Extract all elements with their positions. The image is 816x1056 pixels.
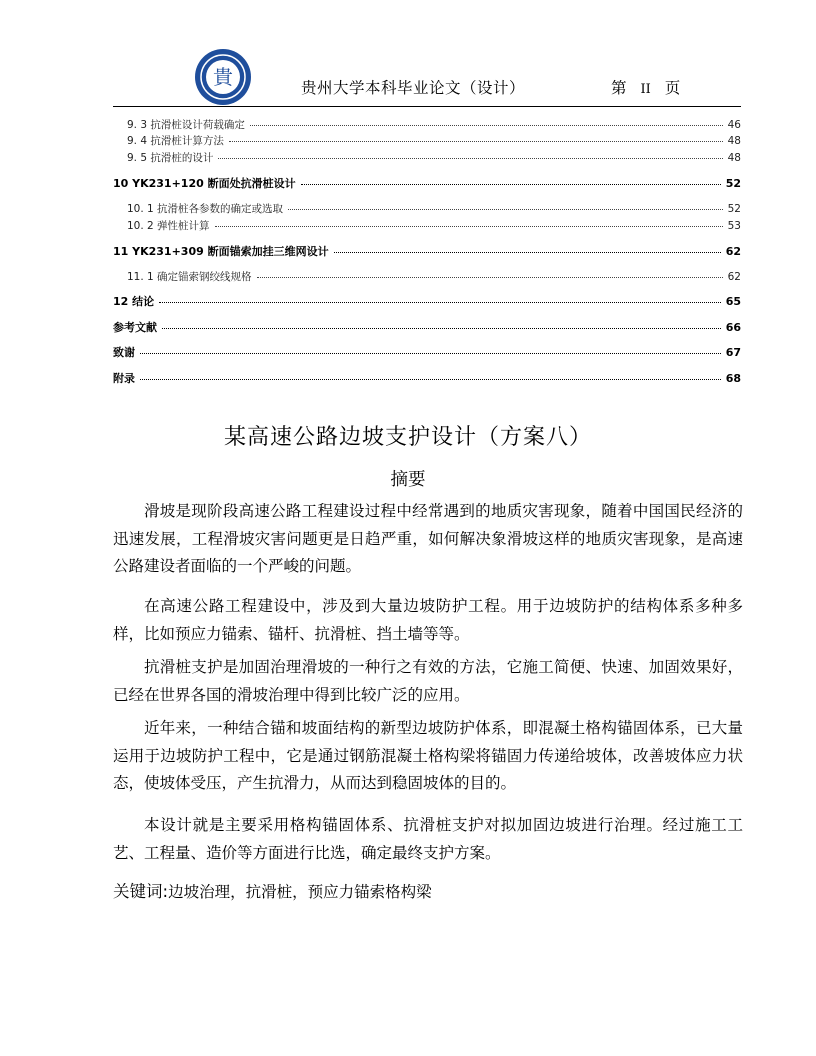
toc-entry[interactable] [113,243,741,259]
toc-leader-dots [250,125,723,126]
toc-entry-page: 48 [727,152,741,164]
university-logo [194,48,252,106]
toc-leader-dots [218,158,722,159]
abstract-paragraph: 在高速公路工程建设中，涉及到大量边坡防护工程。用于边坡防护的结构体系多种多样，比如预应力锚索、锚杆、抗滑桩、挡土墙等等。 [113,597,743,643]
toc-entry-page: 62 [727,271,741,283]
toc-leader-dots [215,226,723,227]
toc-entry[interactable] [127,133,741,148]
toc-leader-dots [301,184,721,185]
toc-leader-dots [140,353,721,354]
header-divider [113,106,741,107]
toc-leader-dots [229,141,723,142]
toc-entry-label: 11 YK231+309 断面锚索加挂三维网设计 [113,245,329,258]
toc-entry-page: 46 [727,119,741,131]
toc-leader-dots [288,209,723,210]
toc-entry[interactable] [127,201,741,216]
toc-leader-dots [334,252,721,253]
toc-entry-page: 67 [725,346,741,359]
toc-entry-page: 66 [725,321,741,334]
toc-entry[interactable] [113,319,741,335]
toc-entry[interactable] [113,344,741,360]
toc-entry-label: 9. 4 抗滑桩计算方法 [127,135,224,147]
abstract-paragraph: 本设计就是主要采用格构锚固体系、抗滑桩支护对拟加固边坡进行治理。经过施工工艺、工程量、造价等方面进行比选，确定最终支护方案。 [113,816,743,862]
abstract-paragraph: 抗滑桩支护是加固治理滑坡的一种行之有效的方法，它施工简便、快速、加固效果好，已经在世界各国的滑坡治理中得到比较广泛的应用。 [113,658,743,704]
document-title: 某高速公路边坡支护设计（方案八） [223,425,592,450]
abstract-heading: 摘要 [390,470,426,490]
toc-entry-label: 10. 1 抗滑桩各参数的确定或选取 [127,203,284,215]
svg-text:貴: 貴 [213,65,233,89]
toc-entry-label: 9. 3 抗滑桩设计荷载确定 [127,119,245,131]
toc-entry-page: 68 [725,372,741,385]
toc-entry-label: 9. 5 抗滑桩的设计 [127,152,214,164]
toc-entry[interactable] [113,293,741,309]
toc-entry[interactable] [127,117,741,132]
toc-entry-label: 12 结论 [113,295,155,308]
toc-leader-dots [257,277,723,278]
toc-entry-page: 52 [725,177,741,190]
toc-entry-label: 致谢 [113,346,135,359]
toc-entry-page: 48 [727,135,741,147]
toc-leader-dots [159,302,721,303]
page-word-1: 第 [611,79,627,97]
toc-leader-dots [140,379,721,380]
toc-entry[interactable] [113,370,741,386]
toc-entry-page: 62 [725,245,741,258]
toc-entry-label: 10 YK231+120 断面处抗滑桩设计 [113,177,296,190]
toc-entry-label: 参考文献 [113,321,157,334]
toc-entry[interactable] [127,150,741,165]
toc-entry[interactable] [113,175,741,191]
toc-entry-label: 11. 1 确定锚索钢绞线规格 [127,271,252,283]
toc-entry-label: 附录 [113,372,135,385]
header-title: 贵州大学本科毕业论文（设计） [301,79,526,97]
keywords-text: 边坡治理，抗滑桩，预应力锚索格构梁 [168,883,432,901]
abstract-paragraph: 滑坡是现阶段高速公路工程建设过程中经常遇到的地质灾害现象，随着中国国民经济的迅速发展，工程滑坡灾害问题更是日趋严重，如何解决象滑坡这样的地质灾害现象，是高速公路建设者面临的一个严峻的问题。 [113,502,743,575]
toc-entry-page: 52 [727,203,741,215]
toc-entry-label: 10. 2 弹性桩计算 [127,220,210,232]
abstract-paragraph: 近年来，一种结合锚和坡面结构的新型边坡防护体系，即混凝土格构锚固体系，已大量运用于边坡防护工程中，它是通过钢筋混凝土格构梁将锚固力传递给坡体，改善坡体应力状态，使坡体受压，产生抗滑力，从而达到稳固坡体的目的。 [113,719,743,792]
toc-leader-dots [162,328,721,329]
header-page-number [611,76,694,98]
toc-entry-page: 53 [727,220,741,232]
toc-entry[interactable] [127,218,741,233]
keywords [113,878,432,902]
keywords-label: 关键词: [113,882,169,901]
page-number: II [640,82,651,97]
page-word-2: 页 [664,79,681,97]
toc-entry-page: 65 [725,295,741,308]
toc-entry[interactable] [127,269,741,284]
